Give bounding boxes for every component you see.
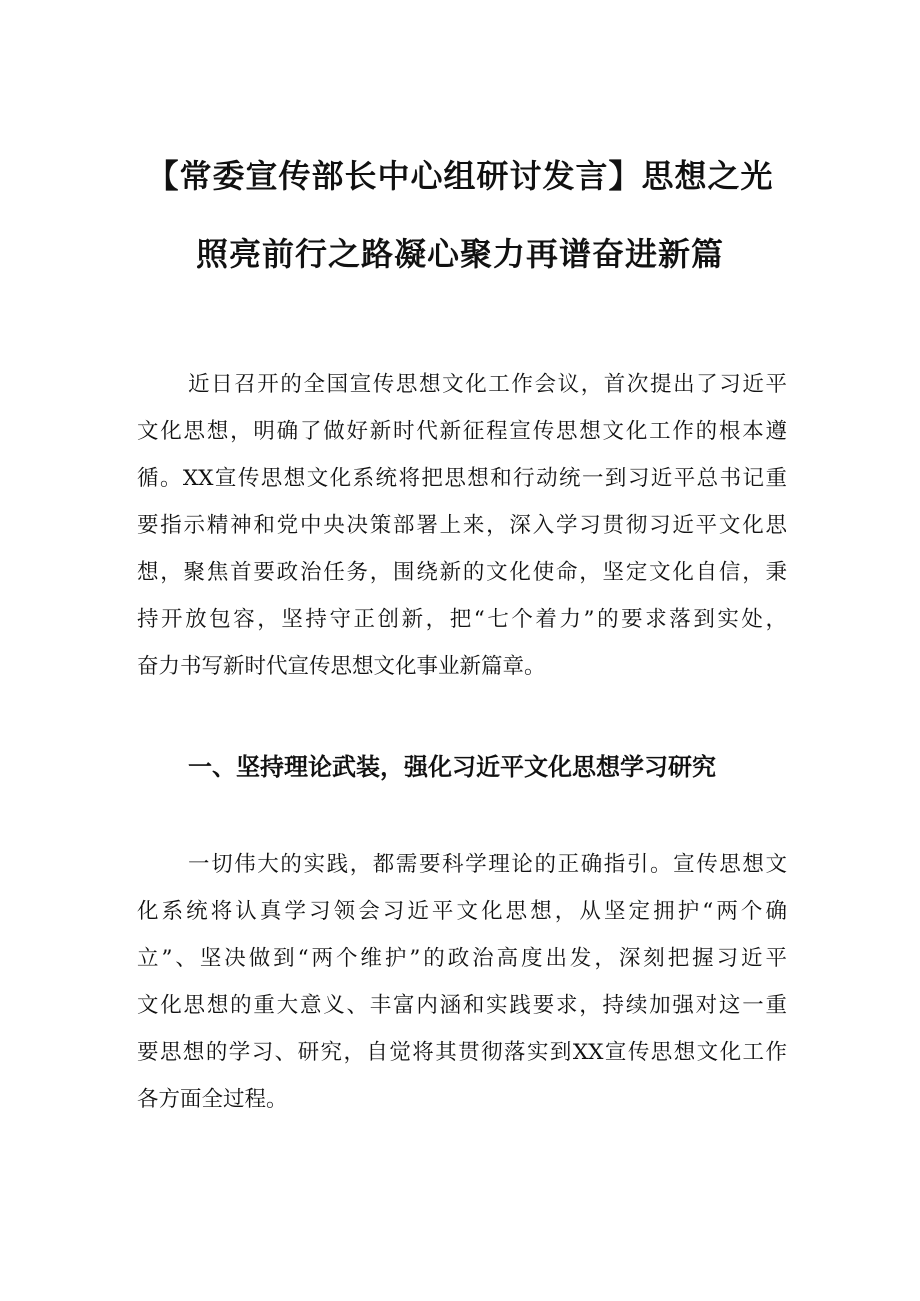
paragraph-1-line: 近日召开的全国宣传思想文化工作会议，首次提出了习近平	[188, 372, 787, 397]
paragraph-1-line: 要指示精神和党中央决策部署上来，深入学习贯彻习近平文化思	[137, 513, 787, 538]
paragraph-2-line: 文化思想的重大意义、丰富内涵和实践要求，持续加强对这一重	[137, 993, 787, 1018]
paragraph-1-line: 持开放包容，坚持守正创新，把“七个着力”的要求落到实处，	[137, 607, 787, 632]
document-title-line-2: 照亮前行之路凝心聚力再谱奋进新篇	[195, 235, 724, 273]
paragraph-2-line: 一切伟大的实践，都需要科学理论的正确指引。宣传思想文	[188, 852, 787, 877]
document-title-line-1: 【常委宣传部长中心组研讨发言】思想之光	[146, 157, 774, 195]
paragraph-1-line: 想，聚焦首要政治任务，围绕新的文化使命，坚定文化自信，秉	[137, 560, 787, 585]
paragraph-1-line: 奋力书写新时代宣传思想文化事业新篇章。	[137, 654, 546, 679]
paragraph-2-line: 立”、坚决做到“两个维护”的政治高度出发，深刻把握习近平	[137, 946, 787, 971]
paragraph-2-line: 要思想的学习、研究，自觉将其贯彻落实到XX宣传思想文化工作	[137, 1040, 787, 1065]
section-1-heading: 一、坚持理论武装，强化习近平文化思想学习研究	[188, 753, 716, 781]
paragraph-2-line: 化系统将认真学习领会习近平文化思想，从坚定拥护“两个确	[137, 899, 787, 924]
paragraph-2-line: 各方面全过程。	[137, 1087, 288, 1112]
paragraph-1-line: 文化思想，明确了做好新时代新征程宣传思想文化工作的根本遵	[137, 419, 787, 444]
paragraph-1-line: 循。XX宣传思想文化系统将把思想和行动统一到习近平总书记重	[137, 466, 787, 491]
